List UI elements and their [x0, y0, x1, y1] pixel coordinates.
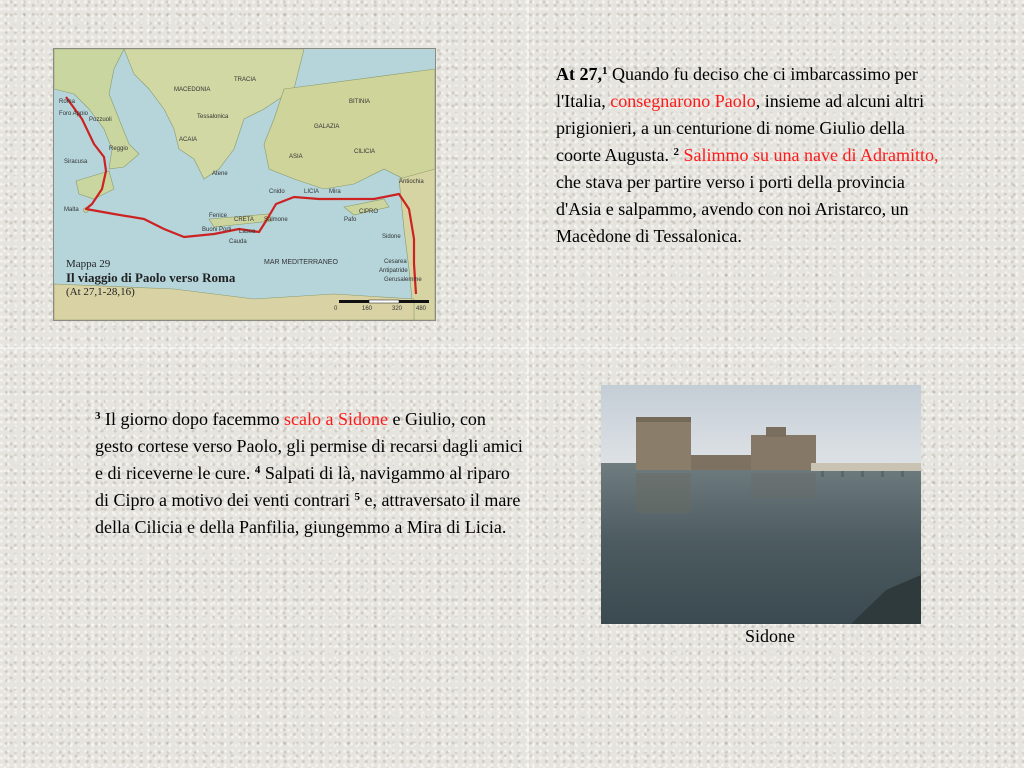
passage-acts-27-3-5	[95, 406, 525, 541]
map-label-sea: MAR MEDITERRANEO	[264, 259, 338, 266]
map-label-roma: Roma	[59, 99, 76, 105]
map-label-fenice: Fenice	[209, 213, 228, 219]
map-label-galazia: GALAZIA	[314, 124, 340, 130]
sea-castle-illustration	[601, 385, 921, 624]
passage-text: e, attraversato il mare della Cilicia e della Panfilia, giungemmo a Mira di Licia.	[95, 490, 521, 537]
sidon-castle-photo	[601, 385, 921, 624]
verse-number-5: 5	[354, 491, 360, 503]
verse-number-3: 3	[95, 410, 101, 422]
map-label-foro-appio: Foro Appio	[59, 111, 89, 117]
map-scale-480: 480	[416, 306, 427, 312]
map-label-tracia: TRACIA	[234, 77, 257, 83]
map-label-cesarea: Cesarea	[384, 259, 407, 265]
verse-number-4: 4	[254, 464, 261, 476]
verse-number-1: 1	[602, 65, 608, 77]
map-label-asia: ASIA	[289, 154, 303, 160]
map-label-bitinia: BITINIA	[349, 99, 371, 105]
map-label-buoni-porti: Buoni Porti	[202, 227, 232, 233]
map-label-atene: Atene	[212, 171, 228, 177]
highlighted-text: consegnarono Paolo	[610, 91, 756, 111]
map-label-cnido: Cnido	[269, 189, 285, 195]
map-caption	[66, 258, 286, 298]
map-label-antiochia: Antiochia	[399, 179, 424, 185]
highlighted-text: Salimmo su una nave di Adramitto,	[678, 145, 939, 165]
map-scale-0: 0	[334, 306, 338, 312]
map-label-salmone: Salmone	[264, 217, 288, 223]
map-number: Mappa 29	[66, 258, 111, 270]
highlighted-text: scalo a Sidone	[283, 409, 388, 429]
map-reference: (At 27,1-28,16)	[66, 286, 135, 298]
chapter-reference: At 27,	[556, 64, 602, 84]
map-label-gerusalemme: Gerusalemme	[384, 277, 422, 283]
map-label-mira: Mira	[329, 189, 341, 195]
passage-text: Il giorno dopo facemmo	[100, 409, 284, 429]
map-label-reggio: Reggio	[109, 146, 129, 152]
map-title: Il viaggio di Paolo verso Roma	[66, 270, 236, 285]
map-label-pozzuoli: Pozzuoli	[89, 117, 112, 123]
passage-text: Salpati di là, navigammo al riparo di Cipro a motivo dei venti contrari	[95, 463, 510, 510]
map-label-acaia: ACAIA	[179, 137, 198, 143]
map-label-creta: CRETA	[234, 217, 254, 223]
passage-text: che stava per partire verso i porti della provincia d'Asia e salpammo, avendo con noi Aristarco, un Macèdone di Tessalonica.	[556, 172, 909, 246]
map-label-tessalonica: Tessalonica	[197, 114, 229, 120]
map-label-siracusa: Siracusa	[64, 159, 88, 165]
passage-acts-27-1-2	[556, 61, 951, 250]
map-label-licia: LICIA	[304, 189, 320, 195]
map-label-cilicia: CILICIA	[354, 149, 376, 155]
photo-caption: Sidone	[744, 626, 795, 646]
map-label-macedonia: MACEDONIA	[174, 87, 211, 93]
verse-number-2: 2	[673, 146, 679, 158]
map-scale-320: 320	[392, 306, 403, 312]
map-label-lasea: Lasea	[239, 229, 256, 235]
map-label-pafo: Pafo	[344, 217, 357, 223]
map-label-antipatride: Antipatride	[379, 268, 408, 274]
map-label-cauda: Cauda	[229, 239, 247, 245]
passage-text: e Giulio, con gesto cortese verso Paolo, gli permise di recarsi dagli amici e di riceverne le cure.	[95, 409, 523, 483]
map-label-cipro: CIPRO	[359, 209, 379, 215]
map-scale-160: 160	[362, 306, 373, 312]
map-label-malta: Malta	[64, 207, 79, 213]
passage-text: , insieme ad alcuni altri prigionieri, a un centurione di nome Giulio della coorte Augusta.	[556, 91, 925, 165]
map-label-sidone: Sidone	[382, 234, 401, 240]
passage-text: Quando fu deciso che ci imbarcassimo per l'Italia,	[556, 64, 918, 111]
